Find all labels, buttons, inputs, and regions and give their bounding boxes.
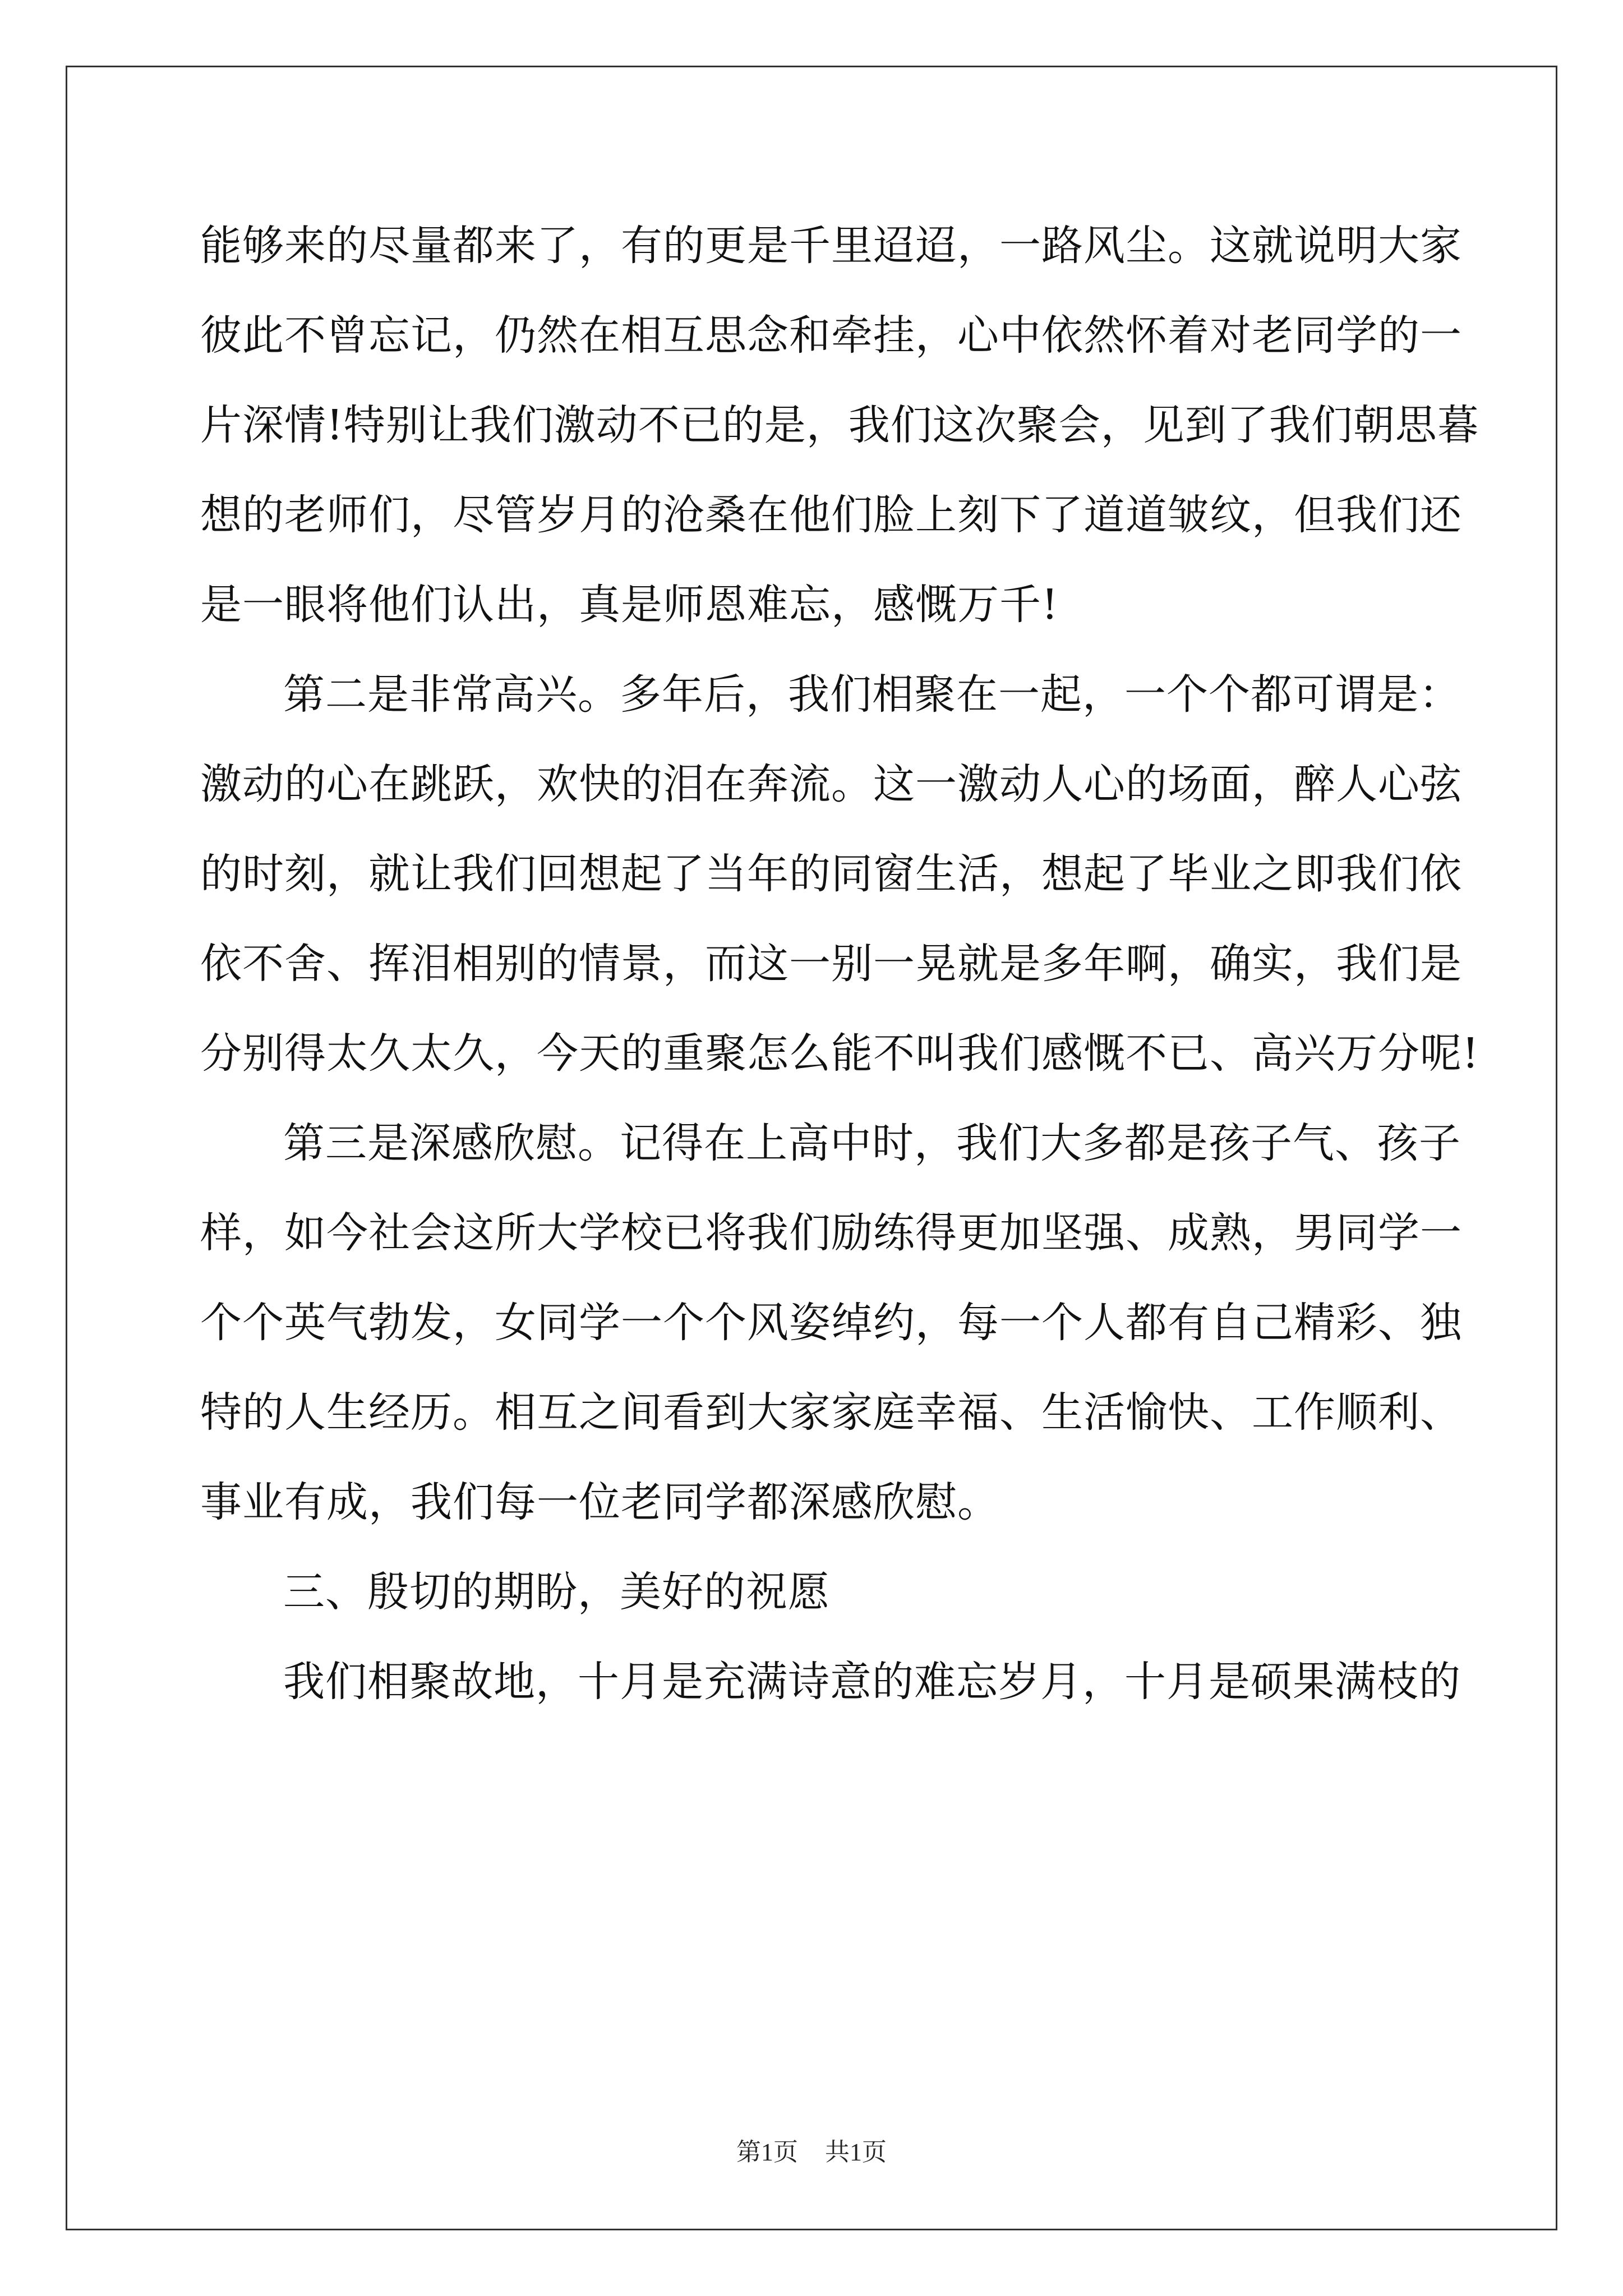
text-line: 想的老师们，尽管岁月的沧桑在他们脸上刻下了道道皱纹，但我们还 <box>200 491 1462 539</box>
section-heading: 三、殷切的期盼，美好的祝愿 <box>283 1568 830 1616</box>
text-line: 样，如今社会这所大学校已将我们励练得更加坚强、成熟，男同学一 <box>200 1209 1462 1257</box>
page-number: 第1页 <box>736 2138 798 2166</box>
paragraph-start-line: 第二是非常高兴。多年后，我们相聚在一起，一个个都可谓是： <box>283 670 1461 719</box>
text-line: 的时刻，就让我们回想起了当年的同窗生活，想起了毕业之即我们依 <box>200 850 1462 898</box>
text-line: 特的人生经历。相互之间看到大家家庭幸福、生活愉快、工作顺利、 <box>200 1388 1462 1437</box>
paragraph-start-line: 第三是深感欣慰。记得在上高中时，我们大多都是孩子气、孩子 <box>283 1119 1461 1167</box>
text-line: 依不舍、挥泪相别的情景，而这一别一晃就是多年啊，确实，我们是 <box>200 940 1462 988</box>
text-line: 个个英气勃发，女同学一个个风姿绰约，每一个人都有自己精彩、独 <box>200 1299 1462 1347</box>
text-line: 分别得太久太久，今天的重聚怎么能不叫我们感慨不已、高兴万分呢! <box>200 1029 1479 1078</box>
text-line: 彼此不曾忘记，仍然在相互思念和牵挂，心中依然怀着对老同学的一 <box>200 311 1462 360</box>
page-total: 共1页 <box>825 2138 887 2166</box>
text-line: 片深情!特别让我们激动不已的是，我们这次聚会，见到了我们朝思暮 <box>200 401 1479 449</box>
text-line: 事业有成，我们每一位老同学都深感欣慰。 <box>200 1478 999 1526</box>
paragraph-start-line: 我们相聚故地，十月是充满诗意的难忘岁月，十月是硕果满枝的 <box>283 1658 1461 1706</box>
page-footer <box>0 2132 1623 2168</box>
text-line: 激动的心在跳跃，欢快的泪在奔流。这一激动人心的场面，醉人心弦 <box>200 760 1462 808</box>
text-line: 是一眼将他们认出，真是师恩难忘，感慨万千! <box>200 581 1059 629</box>
text-line: 能够来的尽量都来了，有的更是千里迢迢，一路风尘。这就说明大家 <box>200 222 1462 270</box>
